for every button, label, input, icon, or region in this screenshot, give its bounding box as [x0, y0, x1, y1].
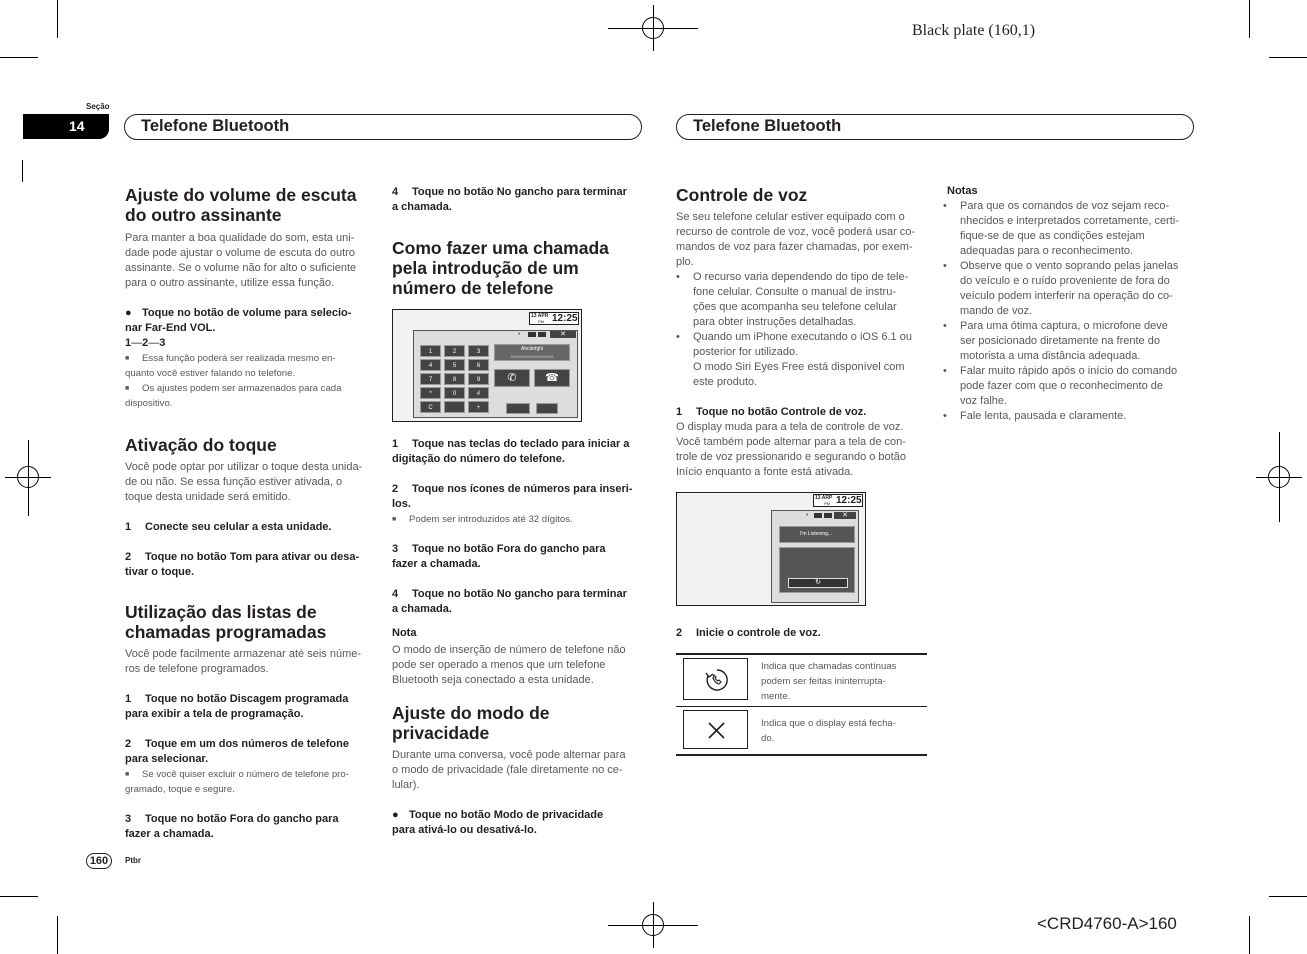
line: mente.: [761, 691, 791, 702]
nota-paragraph: [392, 643, 644, 688]
line: Toque no botão Tom para ativar ou desa-: [145, 551, 360, 563]
line: mando de voz.: [960, 305, 1033, 317]
line: tivar o toque.: [125, 566, 195, 578]
heading-volume: Ajuste do volume de escuta do outro assinante: [125, 185, 357, 225]
line: Você também pode alternar para a tela de con-: [676, 436, 906, 448]
step-num-4: 4 Toque no botão No gancho para terminar a chamada.: [392, 587, 644, 617]
line: Indica que o display está fecha-: [761, 718, 896, 729]
line: para selecionar.: [125, 753, 209, 765]
paragraph-voz: [676, 210, 928, 270]
column-1: [125, 185, 375, 842]
line: plo.: [676, 256, 694, 268]
step-privacidade: [392, 808, 644, 838]
heading-numero: Como fazer uma chamada pela introdução de um número de telefone: [392, 238, 609, 298]
line: assinante. Se o volume não for alto o suficiente: [125, 262, 357, 274]
crop-mark: [57, 0, 58, 38]
column-2-lower: [392, 437, 644, 838]
notas-item-1: • Para que os comandos de voz sejam reco- nhecidos e interpretados corretamente, certi- fique-se de que as condições estejam adequadas para o reconhecimento.: [943, 199, 1195, 259]
line: ser posicionado diretamente na frente do: [960, 335, 1160, 347]
language-code: Ptbr: [125, 856, 141, 865]
registration-line: [653, 5, 654, 51]
close-icon: [684, 711, 749, 750]
line: veículo podem interferir na operação do co-: [960, 290, 1173, 302]
notas-item-2: • Observe que o vento soprando pelas janelas do veículo e o ruído proveniente de fora do veículo podem interferir na operação do co- mando de voz.: [943, 259, 1195, 319]
column-4: [943, 184, 1195, 424]
line: Para que os comandos de voz sejam reco-: [960, 200, 1170, 212]
section-label: Seção: [86, 102, 110, 111]
step-sequence: 1—2—3: [125, 337, 166, 349]
heading-voz: Controle de voz: [676, 185, 808, 205]
step-listas-2: 2 Toque em um dos números de telefone para selecionar.: [125, 737, 375, 767]
line: este produto.: [693, 376, 758, 388]
registration-line: [653, 902, 654, 948]
nota-heading: Nota: [392, 627, 417, 639]
line: para exibir a tela de programação.: [125, 708, 304, 720]
line: O recurso varia dependendo do tipo de tele-: [693, 271, 909, 283]
table-rule-top: [676, 653, 927, 655]
square-bullet-icon: ■: [125, 355, 130, 362]
line: Você pode optar por utilizar o toque desta unida-: [125, 461, 363, 473]
key-6[interactable]: 6: [468, 359, 489, 371]
close-icon[interactable]: ✕: [550, 331, 576, 338]
line: do veículo e o ruído proveniente de fora do: [960, 275, 1170, 287]
line: Toque no botão Fora do gancho para: [412, 543, 606, 555]
heading-toque: Ativação do toque: [125, 435, 277, 455]
line: Você pode facilmente armazenar até seis núme-: [125, 648, 362, 660]
crop-mark: [1249, 0, 1250, 38]
line: Se seu telefone celular estiver equipado com o: [676, 211, 905, 223]
crop-mark: [22, 160, 23, 182]
key-0[interactable]: 0: [444, 387, 465, 399]
key-5[interactable]: 5: [444, 359, 465, 371]
step-voz-1: 1 Toque no botão Controle de voz.: [676, 406, 867, 418]
tab-telefone-bluetooth-right: Telefone Bluetooth: [676, 114, 1194, 140]
privacy-button[interactable]: [536, 403, 558, 414]
line: Podem ser introduzidos até 32 dígitos.: [409, 514, 573, 525]
document-code: <CRD4760-A>160: [1037, 914, 1177, 933]
line: Indica que chamadas contínuas: [761, 661, 897, 672]
line: Toque no botão No gancho para terminar: [412, 588, 627, 600]
line: Toque no botão Modo de privacidade: [409, 809, 604, 821]
line: Os ajustes podem ser armazenados para cada: [142, 383, 342, 394]
key-2[interactable]: 2: [444, 345, 465, 357]
paragraph-volume: [125, 231, 375, 291]
step-volume: [125, 306, 375, 351]
clock-time: 12:25: [552, 313, 578, 324]
line: nar Far-End VOL.: [125, 322, 216, 334]
registration-line: [1279, 432, 1280, 522]
listening-status: I'm Listening...: [779, 526, 855, 543]
battery-icon: [824, 513, 832, 518]
column-2: [392, 185, 644, 298]
line: voz falhe.: [960, 395, 1008, 407]
table-text-1: [761, 659, 926, 704]
note-num-2: [392, 512, 644, 527]
line: Essa função poderá ser realizada mesmo en-: [142, 353, 336, 364]
line: para o outro assinante, utilize essa função.: [125, 277, 335, 289]
square-bullet-icon: ■: [392, 516, 397, 523]
line: Toque no botão de volume para selecio-: [142, 307, 352, 319]
contact-name: Abcdefghi: [520, 346, 544, 352]
line: O display muda para a tela de controle de voz.: [676, 421, 904, 433]
line: digitação do número do telefone.: [392, 453, 565, 465]
dialpad-panel: [413, 330, 578, 418]
line: toque desta unidade será emitido.: [125, 491, 291, 503]
line: Toque em um dos números de telefone: [145, 738, 349, 750]
notas-item-5: • Fale lenta, pausada e claramente.: [943, 410, 1127, 422]
line: Fale lenta, pausada e claramente.: [960, 410, 1127, 422]
line: Para uma ótima captura, o microfone deve: [960, 320, 1168, 332]
line: Quando um iPhone executando o iOS 6.1 ou: [693, 331, 912, 343]
paragraph-listas: [125, 647, 375, 677]
line: fique-se de que as condições estejam: [960, 230, 1145, 242]
dialed-digits: XXXXXXXXXXXXXXXX: [510, 354, 554, 359]
line: Observe que o vento soprando pelas janelas: [960, 260, 1179, 272]
line: ções que acompanha seu telefone celular: [693, 301, 897, 313]
heading-listas: Utilização das listas de chamadas programadas: [125, 602, 327, 642]
note-listas: [125, 767, 375, 797]
key-plus[interactable]: +: [468, 401, 489, 413]
line: Toque no botão Fora do gancho para: [145, 813, 339, 825]
clock-ampm: PM: [824, 501, 830, 506]
notas-item-3: • Para uma ótima captura, o microfone deve ser posicionado diretamente na frente do motorista a uma distância adequada.: [943, 319, 1195, 364]
tab-telefone-bluetooth-left: Telefone Bluetooth: [124, 114, 642, 140]
bullet-voz-1: • O recurso varia dependendo do tipo de tele- fone celular. Consulte o manual de instru- ções que acompanha seu telefone celular para obter instruções detalhadas.: [676, 270, 928, 330]
heading-privacidade: Ajuste do modo de privacidade: [392, 703, 550, 743]
note-volume-2: [125, 381, 375, 411]
crop-mark: [1249, 916, 1250, 954]
line: fone celular. Consulte o manual de instru-: [693, 286, 897, 298]
plate-label: Black plate (160,1): [912, 22, 1036, 39]
clock-ampm: PM: [538, 319, 544, 324]
line: a chamada.: [392, 201, 452, 213]
line: Toque no botão No gancho para terminar: [412, 186, 627, 198]
line: fazer a chamada.: [125, 828, 214, 840]
clock-date: 13 ARP: [815, 495, 833, 501]
step-num-1: 1 Toque nas teclas do teclado para iniciar a digitação do número do telefone.: [392, 437, 644, 467]
line: pode ser operado a menos que um telefone: [392, 659, 606, 671]
paragraph-toque: [125, 460, 375, 505]
step-listas-1: 1 Toque no botão Discagem programada para exibir a tela de programação.: [125, 692, 375, 722]
crop-mark: [1269, 896, 1307, 897]
voice-button[interactable]: [506, 403, 530, 414]
table-icon-cell: [683, 710, 748, 749]
page-number: 160: [86, 853, 112, 869]
line: Se você quiser excluir o número de telefone pro-: [142, 769, 349, 780]
crop-mark: [0, 57, 38, 58]
key-7[interactable]: 7: [420, 373, 441, 385]
continuous-call-icon: [684, 659, 749, 701]
line: o modo de privacidade (fale diretamente no ce-: [392, 764, 623, 776]
key-3[interactable]: 3: [468, 345, 489, 357]
line: Toque no botão Discagem programada: [145, 693, 349, 705]
line: Para manter a boa qualidade do som, esta uni-: [125, 232, 355, 244]
line: para ativá-lo ou desativá-lo.: [392, 824, 537, 836]
line: O modo Siri Eyes Free está disponível com: [693, 361, 905, 373]
table-text-2: [761, 716, 926, 746]
line: recurso de controle de voz, você poderá usar co-: [676, 226, 916, 238]
key-1[interactable]: 1: [420, 345, 441, 357]
line: dade pode ajustar o volume de escuta do outro: [125, 247, 355, 259]
key-8[interactable]: 8: [444, 373, 465, 385]
line: mandos de voz para fazer chamadas, por exem-: [676, 241, 913, 253]
key-blank[interactable]: [444, 401, 465, 413]
table-rule-bottom: [676, 754, 927, 756]
clock-time: 12:25: [836, 495, 862, 506]
key-star[interactable]: *: [420, 387, 441, 399]
line: adequadas para o reconhecimento.: [960, 245, 1134, 257]
line: Conecte seu celular a esta unidade.: [145, 521, 332, 533]
line: posterior for utilizado.: [693, 346, 799, 358]
voice-panel: [771, 510, 859, 603]
line: de ou não. Se essa função estiver ativada, o: [125, 476, 343, 488]
line: los.: [392, 498, 411, 510]
phone-hangup-icon: ☎: [545, 372, 559, 384]
line: trole de voz pressionando e segurando o botão: [676, 451, 906, 463]
step-toque-1: 1 Conecte seu celular a esta unidade.: [125, 521, 332, 533]
table-rule-mid: [676, 706, 927, 707]
line: Bluetooth seja conectado a esta unidade.: [392, 674, 594, 686]
line: Início enquanto a fonte está ativada.: [676, 466, 854, 478]
line: Inicie o controle de voz.: [696, 627, 821, 639]
line: ros de telefone programados.: [125, 663, 269, 675]
bluetooth-icon: ◐: [518, 331, 522, 337]
step-num-2: 2 Toque nos ícones de números para inseri- los.: [392, 482, 644, 512]
line: Falar muito rápido após o início do comando: [960, 365, 1178, 377]
square-bullet-icon: ■: [125, 771, 130, 778]
line: dispositivo.: [125, 398, 173, 409]
voice-result-area: [779, 547, 855, 593]
continuous-call-icon[interactable]: ↻: [788, 578, 848, 588]
line: pode fazer com que o reconhecimento de: [960, 380, 1164, 392]
line: motorista a uma distância adequada.: [960, 350, 1141, 362]
line: nhecidos e interpretados corretamente, certi-: [960, 215, 1179, 227]
line: lular).: [392, 779, 420, 791]
on-hook-button[interactable]: [534, 369, 570, 387]
line: Toque no botão Controle de voz.: [696, 406, 867, 418]
clock: [813, 494, 863, 507]
line: a chamada.: [392, 603, 452, 615]
line: do.: [761, 733, 775, 744]
line: podem ser feitas ininterrupta-: [761, 676, 886, 687]
key-4[interactable]: 4: [420, 359, 441, 371]
key-hash[interactable]: #: [468, 387, 489, 399]
off-hook-button[interactable]: [494, 369, 530, 387]
notas-heading: Notas: [947, 185, 978, 197]
crop-mark: [1269, 57, 1307, 58]
bullet-dot-icon: ●: [125, 307, 132, 319]
key-9[interactable]: 9: [468, 373, 489, 385]
paragraph-voz-1: [676, 420, 928, 480]
bluetooth-icon: ◐: [806, 512, 810, 518]
square-bullet-icon: ■: [125, 385, 130, 392]
key-clear[interactable]: C: [420, 401, 441, 413]
line: Toque nas teclas do teclado para iniciar a: [412, 438, 630, 450]
clock: [529, 312, 579, 325]
step-toque-2: 2 Toque no botão Tom para ativar ou desa- tivar o toque.: [125, 550, 375, 580]
step-top-4: 4 Toque no botão No gancho para terminar a chamada.: [392, 185, 644, 215]
line: O modo de inserção de número de telefone não: [392, 644, 626, 656]
signal-icon: [814, 513, 822, 518]
line: Durante uma conversa, você pode alternar para: [392, 749, 626, 761]
registration-line: [28, 440, 29, 516]
step-voz-2: 2 Inicie o controle de voz.: [676, 627, 821, 639]
close-icon[interactable]: ✕: [834, 512, 856, 519]
signal-icon: [528, 332, 536, 337]
table-icon-cell: [683, 658, 748, 700]
line: gramado, toque e segure.: [125, 784, 235, 795]
notas-item-4: • Falar muito rápido após o início do comando pode fazer com que o reconhecimento de voz falhe.: [943, 364, 1195, 409]
line: para obter instruções detalhadas.: [693, 316, 857, 328]
phone-pickup-icon: ✆: [507, 372, 517, 384]
clock-date: 13 APR: [531, 313, 549, 319]
step-listas-3: 3 Toque no botão Fora do gancho para fazer a chamada.: [125, 812, 375, 842]
dialpad-screen: [392, 309, 582, 422]
line: fazer a chamada.: [392, 558, 481, 570]
note-volume-1: [125, 351, 375, 381]
bullet-voz-2: • Quando um iPhone executando o iOS 6.1 ou posterior for utilizado. O modo Siri Eyes Free está disponível com este produto.: [676, 330, 928, 390]
section-number: 14: [23, 114, 109, 139]
crop-mark: [57, 916, 58, 954]
step-num-3: 3 Toque no botão Fora do gancho para fazer a chamada.: [392, 542, 644, 572]
paragraph-privacidade: [392, 748, 644, 793]
number-display: [494, 344, 570, 361]
column-3: [676, 185, 928, 480]
line: Toque nos ícones de números para inseri-: [412, 483, 633, 495]
bullet-dot-icon: ●: [392, 809, 399, 821]
line: quanto você estiver falando no telefone.: [125, 368, 296, 379]
battery-icon: [538, 332, 546, 337]
crop-mark: [0, 896, 38, 897]
voice-screen: [676, 492, 866, 606]
